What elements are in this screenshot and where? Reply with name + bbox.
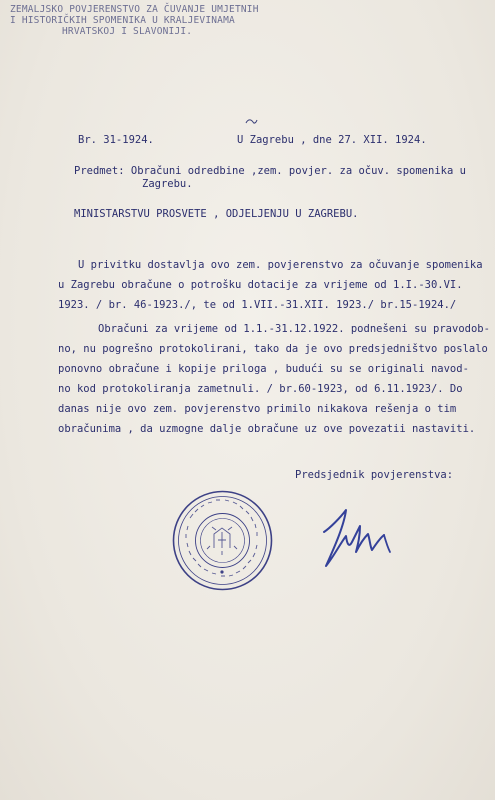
addressee: MINISTARSTVU PROSVETE , ODJELJENJU U ZAGREBU. [74,208,359,220]
body-line-3: 1923. / br. 46-1923./, te od 1.VII.-31.XII. 1923./ br.15-1924./ [58,299,457,311]
subject-line-1: Predmet: Obračuni odredbine ,zem. povjer. za očuv. spomenika u [74,165,466,177]
letterhead-line-2: I HISTORIČKIH SPOMENIKA U KRALJEVINAMA [10,15,235,26]
body-line-8: danas nije ovo zem. povjerenstvo primilo nikakova rešenja o tim [58,403,457,415]
letterhead-stamp [10,4,270,37]
place-date: U Zagrebu , dne 27. XII. 1924. [237,134,427,146]
letterhead-line-3: HRVATSKOJ I SLAVONIJI. [62,26,193,37]
handwritten-signature-icon [300,508,420,570]
official-seal-icon [170,488,275,593]
body-line-6: ponovno obračune i kopije priloga , budući su se originali navod- [58,363,469,375]
reference-number: Br. 31-1924. [78,134,154,146]
handwritten-mark-icon [244,117,258,127]
body-line-2: u Zagrebu obračune o potrošku dotacije za vrijeme od 1.I.-30.VI. [58,279,463,291]
body-line-4: Obračuni za vrijeme od 1.1.-31.12.1922. podnešeni su pravodob- [98,323,490,335]
body-line-5: no, nu pogrešno protokolirani, tako da je ovo predsjedništvo poslalo [58,343,488,355]
body-line-7: no kod protokoliranja zametnuli. / br.60-1923, od 6.11.1923/. Do [58,383,463,395]
body-line-1: U privitku dostavlja ovo zem. povjerenstvo za očuvanje spomenika [78,259,483,271]
body-line-9: obračunima , da uzmogne dalje obračune uz ove povezatii nastaviti. [58,423,476,435]
signature-label: Predsjednik povjerenstva: [295,469,454,481]
subject-line-2: Zagrebu. [142,178,193,190]
letterhead-line-1: ZEMALJSKO POVJERENSTVO ZA ČUVANJE UMJETNIH [10,4,259,15]
